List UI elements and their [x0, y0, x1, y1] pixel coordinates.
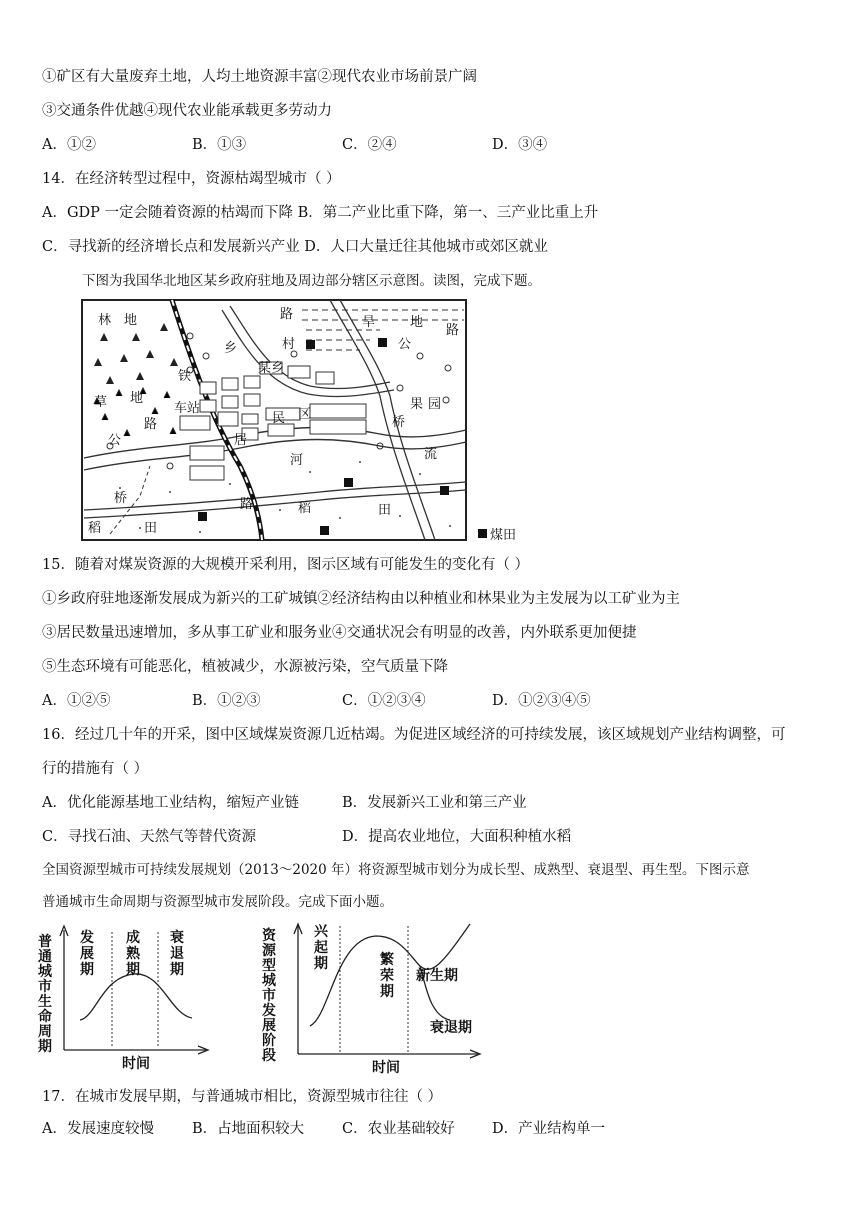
chart2-ylabel-char: 阶 [262, 1033, 276, 1049]
map-label-village: 村 [282, 337, 296, 352]
intro2-line-1: 全国资源型城市可持续发展规划（2013～2020 年）将资源型城市划分为成长型、成熟型、衰退型、再生型。下图示意 [42, 862, 750, 878]
chart1-phase-decline-char: 衰 [170, 930, 184, 946]
map-label-river-1: 河 [290, 453, 304, 468]
chart1-ylabel-char: 周 [38, 1024, 52, 1040]
resource-city-chart [260, 916, 490, 1076]
q17-option-b[interactable]: B．占地面积较大 [192, 1121, 305, 1137]
chart1-phase-mature-char: 成 [126, 930, 140, 946]
map-label-grass-1: 草 [94, 395, 108, 410]
q16-stem-2: 行的措施有（ ） [42, 761, 149, 777]
q13-statement-1: ①矿区有大量废弃土地，人均土地资源丰富②现代农业市场前景广阔 [42, 69, 477, 85]
map-label-dry-1: 旱 [362, 315, 376, 330]
map-label-road-a: 路 [144, 417, 158, 432]
city-lifecycle-chart [36, 922, 216, 1072]
map-label-river-2: 流 [424, 447, 438, 462]
q13-option-b[interactable]: B．①③ [192, 137, 247, 153]
q15-stem: 15．随着对煤炭资源的大规模开采利用，图示区域有可能发生的变化有（ ） [42, 557, 530, 573]
q15-option-d[interactable]: D．①②③④⑤ [492, 693, 591, 709]
map-label-paddy-4: 田 [144, 521, 158, 536]
q15-statement-3: ⑤生态环境有可能恶化，植被减少，水源被污染，空气质量下降 [42, 659, 448, 675]
chart2-ylabel-char: 段 [262, 1048, 276, 1064]
q17-stem: 17．在城市发展早期，与普通城市相比，资源型城市往往（ ） [42, 1089, 443, 1105]
chart1-phase-mature-char: 熟 [126, 946, 140, 962]
chart2-phase-boom-char: 期 [380, 984, 394, 1000]
chart1-phase-decline-char: 退 [170, 946, 184, 962]
map-label-resident-3: 区 [298, 407, 312, 422]
map-label-orchard-1: 果 [410, 397, 424, 412]
map-label-paddy-2: 田 [378, 503, 392, 518]
map-label-road-top: 路 [280, 307, 294, 322]
map-label-paddy-1: 稻 [298, 501, 312, 516]
map-label-dry-2: 地 [410, 315, 424, 330]
chart1-ylabel-char: 期 [38, 1039, 52, 1055]
q14-stem: 14．在经济转型过程中，资源枯竭型城市（ ） [42, 171, 341, 187]
q17-option-a[interactable]: A．发展速度较慢 [42, 1121, 154, 1137]
map-label-station: 车站 [174, 401, 201, 416]
chart2-ylabel-char: 市 [262, 988, 276, 1004]
chart2-xlabel: 时间 [372, 1060, 400, 1076]
map-label-forest-1: 林 [98, 313, 112, 328]
q16-option-d[interactable]: D．提高农业地位，大面积种植水稻 [342, 829, 572, 845]
chart2-ylabel-char: 资 [262, 928, 276, 944]
map-label-rail: 铁 [178, 369, 192, 384]
chart1-ylabel-char: 城 [38, 964, 52, 980]
township-map [80, 296, 530, 548]
chart1-phase-develop-char: 期 [80, 962, 94, 978]
chart2-phase-rise-char: 期 [314, 956, 328, 972]
intro2-line-2: 普通城市生命周期与资源型城市发展阶段。完成下面小题。 [42, 894, 393, 910]
q17-option-c[interactable]: C．农业基础较好 [342, 1121, 455, 1137]
map-label-resident-2: 民 [272, 411, 286, 426]
chart2-phase-boom-char: 荣 [380, 968, 394, 984]
map-label-bridge-right: 桥 [392, 415, 406, 430]
chart1-phase-develop-char: 展 [80, 946, 94, 962]
map-label-road-low: 路 [240, 497, 254, 512]
map-label-forest-2: 地 [124, 313, 138, 328]
chart1-ylabel-char: 市 [38, 979, 52, 995]
q14-options-cd[interactable]: C．寻找新的经济增长点和发展新兴产业 D．人口大量迁往其他城市或郊区就业 [42, 239, 548, 255]
q15-option-c[interactable]: C．①②③④ [342, 693, 426, 709]
q16-option-b[interactable]: B．发展新兴工业和第三产业 [342, 795, 527, 811]
chart2-ylabel-char: 源 [262, 943, 276, 959]
map-label-township: 某乡 [258, 361, 285, 376]
q15-option-b[interactable]: B．①②③ [192, 693, 261, 709]
map-label-grass-2: 地 [130, 391, 144, 406]
map-label-road-right: 路 [446, 323, 460, 338]
chart1-ylabel-char: 通 [38, 949, 52, 965]
chart1-ylabel-char: 普 [38, 934, 52, 950]
chart2-branch-new: 新生期 [416, 968, 458, 984]
map-label-road-b: 公 [108, 433, 122, 448]
q15-option-a[interactable]: A．①②⑤ [42, 693, 111, 709]
map-label-paddy-3: 稻 [88, 521, 102, 536]
legend-coal-label: 煤田 [490, 528, 517, 543]
chart2-ylabel-char: 城 [262, 973, 276, 989]
chart2-ylabel-char: 型 [262, 958, 276, 974]
chart2-phase-rise-char: 兴 [314, 924, 328, 940]
chart1-phase-decline-char: 期 [170, 962, 184, 978]
chart1-phase-develop-char: 发 [80, 930, 94, 946]
chart2-ylabel-char: 展 [262, 1018, 276, 1034]
map-label-bridge-left: 桥 [114, 491, 128, 506]
map-intro: 下图为我国华北地区某乡政府驻地及周边部分辖区示意图。读图，完成下题。 [82, 273, 541, 289]
chart1-phase-mature-char: 期 [126, 962, 140, 978]
map-label-xiang: 乡 [224, 341, 238, 356]
q13-statement-2: ③交通条件优越④现代农业能承载更多劳动力 [42, 103, 332, 119]
chart1-xlabel: 时间 [122, 1056, 150, 1072]
map-label-resident-1: 居 [234, 433, 248, 448]
q13-option-a[interactable]: A．①② [42, 137, 96, 153]
q15-statement-1: ①乡政府驻地逐渐发展成为新兴的工矿城镇②经济结构由以种植业和林果业为主发展为以工矿业为主 [42, 591, 680, 607]
chart2-phase-boom-char: 繁 [380, 952, 394, 968]
q15-statement-2: ③居民数量迅速增加，多从事工矿业和服务业④交通状况会有明显的改善，内外联系更加便捷 [42, 625, 637, 641]
q13-option-d[interactable]: D．③④ [492, 137, 548, 153]
chart1-ylabel-char: 生 [38, 994, 52, 1010]
chart2-phase-rise-char: 起 [314, 940, 328, 956]
q17-option-d[interactable]: D．产业结构单一 [492, 1121, 606, 1137]
q16-option-c[interactable]: C．寻找石油、天然气等替代资源 [42, 829, 257, 845]
legend-coal-marker [478, 529, 487, 538]
q16-option-a[interactable]: A．优化能源基地工业结构，缩短产业链 [42, 795, 299, 811]
chart2-branch-decline: 衰退期 [430, 1020, 472, 1036]
map-label-gong: 公 [398, 337, 412, 352]
map-label-orchard-2: 园 [428, 397, 442, 412]
q14-options-ab[interactable]: A．GDP 一定会随着资源的枯竭而下降 B．第二产业比重下降，第一、三产业比重上升 [42, 205, 599, 221]
chart1-ylabel-char: 命 [38, 1009, 52, 1025]
q16-stem-1: 16．经过几十年的开采，图中区域煤炭资源几近枯竭。为促进区域经济的可持续发展，该区域规划产业结构调整，可 [42, 727, 786, 743]
chart2-ylabel-char: 发 [262, 1003, 276, 1019]
q13-option-c[interactable]: C．②④ [342, 137, 397, 153]
